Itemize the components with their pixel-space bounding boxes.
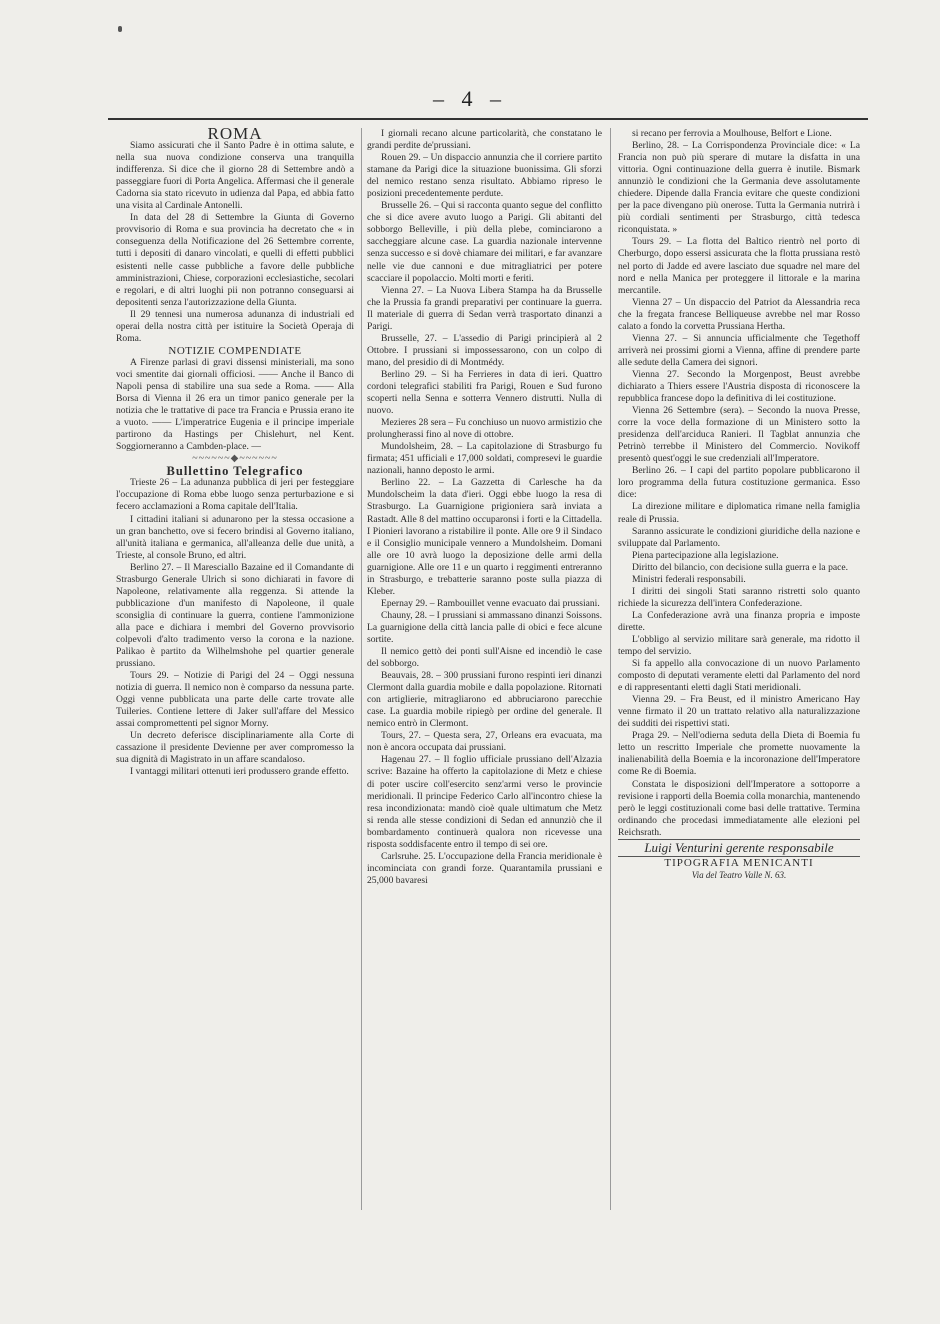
header-rule [108, 118, 868, 120]
paragraph: Rouen 29. – Un dispaccio annunzia che il corriere partito stamane da Parigi dice la situazione buonissima. Gli sforzi del nemico restano senza risultato. Abbiamo ripreso le posizioni precedentemente perdute. [367, 152, 602, 200]
paragraph: Vienna 27. Secondo la Morgenpost, Beust avrebbe dichiarato a Thiers essere l'Austria disposta di riconoscere la repubblica francese dopo la definitiva di lei costituzione. [618, 368, 860, 405]
paragraph: Berlino 22. – La Gazzetta di Carlesche ha da Mundolscheim la data d'ieri. Oggi ebbe luogo la resa di Strasburgo. La Guarnigione prigioniera sarà inviata a Rastadt. Alle 8 del mattino occuparonsi i forti e la Cittadella. I Pionieri lavorano a ristabilire il ponte. Alle ore 9 il Sindaco e il Consiglio municipale vennero a Mundolsheim. Domani alle ore 10 avrà luogo la deposizione delle armi della guarnigione. Alle ore 11 e un quarto i reggimenti entreranno in Strasburgo, e trebatterie saranno poste sulla piazza di Kleber. [367, 477, 602, 597]
column-divider [610, 128, 611, 1210]
paragraph: La Confederazione avrà una finanza propria e imposte dirette. [618, 609, 860, 633]
page-number: – 4 – [433, 86, 507, 111]
paragraph: I cittadini italiani si adunarono per la stessa occasione a un gran banchetto, ove si fecero brindisi al Governo italiano, all'unità italiana e germanica, all'alleanza delle due unità, a Trieste, al console Bruno, ed altri. [116, 513, 354, 561]
column-2 [367, 128, 602, 887]
paragraph: Constata le disposizioni dell'Imperatore a sottoporre a revisione i rapporti della Boemia colla monarchia, mantenendo però le leggi costituzionali come basi delle trattative. Termina ordinando che procedasi immediatamente alle elezioni pel Reichsrath. [618, 778, 860, 838]
paragraph: Berlino 27. – Il Maresciallo Bazaine ed il Comandante di Strasburgo Generale Ulrich si sono dichiarati in favore di Napoleone, relativamente alla reggenza. Si attende la pubblicazione d'un manifesto di Napoleone, il quale sconsiglia di continuare la guerra, contiene l'ammonizione alla pace e dichiara i membri del Governo provvisorio colpevoli d'alto tradimento verso la corona e la nazione. Palikao è partito da Wilhelmshohe pel quartier generale prussiano. [116, 561, 354, 670]
paragraph: A Firenze parlasi di gravi dissensi ministeriali, ma sono voci smentite dai giornali officiosi. —— Anche il Banco di Napoli pensa di stabilire una sua sede a Roma. —— Alla Borsa di Vienna il 26 era un timor panico generale per la notizia che le trattative di pace tra Francia e Prussia erano ite a vuoto. —— L'imperatrice Eugenia e il principe imperiale partirono da Hastings per Chislehurt, nel Kent. Soggiorneranno a Cambden-place. — [116, 356, 354, 453]
section-heading-roma: ROMA [207, 124, 263, 143]
paragraph: Saranno assicurate le condizioni giuridiche della nazione e sviluppate dal Parlamento. [618, 525, 860, 549]
paragraph: Mezieres 28 sera – Fu conchiuso un nuovo armistizio che prolungherassi fino al nove di ottobre. [367, 417, 602, 441]
paragraph: I vantaggi militari ottenuti ieri produssero grande effetto. [130, 766, 349, 778]
section-heading-bulletin: Bullettino Telegrafico [166, 464, 304, 479]
paragraph: Vienna 27. – Si annuncia ufficialmente che Tegethoff arriverà nei prossimi giorni a Vienna, affine di prendere parte alle sedute della Camera dei signori. [618, 332, 860, 368]
paragraph: Berlino 29. – Si ha Ferrieres in data di ieri. Quattro cordoni telegrafici stabiliti fra Parigi, Rouen e Sud furono scoperti nella Senna e sotterra Vennero distrutti. Nulla di nuovo. [367, 368, 602, 417]
column-3 [618, 128, 860, 881]
paragraph: L'obbligo al servizio militare sarà generale, ma ridotto il tempo del servizio. [618, 633, 860, 658]
ornament-divider: ~~~~~~◆~~~~~~ [192, 453, 278, 465]
paragraph: si recano per ferrovia a Moulhouse, Belfort e Lione. [632, 128, 832, 139]
paragraph: I giornali recano alcune particolarità, che constatano le grandi perdite de'prussiani. [367, 128, 602, 152]
paragraph: I diritti dei singoli Stati saranno ristretti solo quanto richiede la sicurezza dell'intera Confederazione. [618, 585, 860, 609]
ink-speck [118, 26, 122, 32]
paragraph: Mundolsheim, 28. – La capitolazione di Strasburgo fu firmata; 451 ufficiali e 17,000 soldati, compresevi le guardie nazionali, hanno deposto le armi. [367, 441, 602, 477]
printer-address: Via del Teatro Valle N. 63. [691, 869, 787, 880]
printer-name: TIPOGRAFIA MENICANTI [664, 856, 814, 869]
paragraph: Berlino, 28. – La Corrispondenza Provinciale dice: « La Francia non può più sperare di mutare la disfatta in una vittoria. Ogni continuazione della guerra è inutile. Bismark annunziò le condizioni che la Germania deve assolutamente chiedere. Dipende dalla Francia evitare che queste condizioni per la pace divengano più onerose. Tutta la Germania nutrirà i più cordiali sentimenti per Strasburgo, città tedesca riconquistata. » [618, 140, 860, 236]
paragraph: Il nemico gettò dei ponti sull'Aisne ed incendiò le case del sobborgo. [367, 646, 602, 670]
paragraph: Vienna 29. – Fra Beust, ed il ministro Americano Hay venne firmato il 20 un trattato relativo alla naturalizzazione dei sudditi dei rispettivi stati. [618, 694, 860, 730]
paragraph: Brusselle, 27. – L'assedio di Parigi principierà al 2 Ottobre. I prussiani si impossessarono, con un colpo di mano, del presidio di di Montmédy. [367, 332, 602, 368]
column-1 [116, 124, 354, 779]
paragraph: Beauvais, 28. – 300 prussiani furono respinti ieri dinanzi Clermont dalla guardia mobile e dalla popolazione. Ritornati con artiglierie, mitragliarono ed abbruciarono parecchie case. La guardia mobile ripiegò per ordine del generale. Il nemico entrò in Clermont. [367, 670, 602, 730]
paragraph: Vienna 27 – Un dispaccio del Patriot da Alessandria reca che la fregata francese Belliqueuse avrebbe nel mar Rosso calato a fondo la corvetta Prussiana Hertha. [618, 296, 860, 332]
paragraph: Siamo assicurati che il Santo Padre è in ottima salute, e nella sua nuova condizione conserva una tranquilla indifferenza. Si dice che il giorno 28 di Settembre andò a passeggiare fuori di Porta Angelica. Affermasi che il generale Cadorna sia stato ricevuto in udienza dal Papa, ed abbia fatto una visita al Cardinale Antonelli. [116, 140, 354, 212]
paragraph: Tours 29. – La flotta del Baltico rientrò nel porto di Cherburgo, dopo essersi assicurata che la flotta prussiana restò nel porto di Jadde ed avere lasciato due squadre nel mare del nord e nella Manica per proteggere il littorale e la marina mercantile. [618, 236, 860, 296]
paragraph: Ministri federali responsabili. [632, 573, 746, 585]
paragraph: Carlsruhe. 25. L'occupazione della Francia meridionale è incominciata con grandi forze. Quarantamila prussiani e 25,000 bavaresi [367, 850, 602, 886]
paragraph: Brusselle 26. – Qui si racconta quanto segue del conflitto che si dice avere avuto luogo a Parigi. Gli abitanti del sobborgo Belleville, i più della plebe, cominciarono a saccheggiare alcune case. La guardia nazionale intervenne senza successo e si dovè chiamare dei militari, e far avanzare nelle vie due cannoni e due mitragliatrici per potere scacciare il popolaccio. Molti morti e feriti. [367, 200, 602, 284]
paragraph: Vienna 26 Settembre (sera). – Secondo la nuova Presse, corre la voce della formazione di un Ministero sotto la presidenza dell'arciduca Ranieri. Il Tagblat annunzia che Petrinò terrebbe il Ministero del Commercio. Novikoff presentò quest'oggi le sue credenziali all'Imperatore. [618, 405, 860, 465]
paragraph: La direzione militare e diplomatica rimane nella famiglia reale di Prussia. [618, 501, 860, 525]
paragraph: Chauny, 28. – I prussiani si ammassano dinanzi Soissons. La guarnigione della città lancia palle di obici e fece alcune sortite. [367, 609, 602, 645]
paragraph: Berlino 26. – I capi del partito popolare pubblicarono il loro programma della futura costituzione germanica. Esso dice: [618, 465, 860, 501]
paragraph: Si fa appello alla convocazione di un nuovo Parlamento composto di deputati veramente eletti dal Parlamento del nord e di rappresentanti eletti dagli Stati meridionali. [618, 658, 860, 694]
gerente-responsabile: Luigi Venturini gerente responsabile [618, 839, 860, 857]
paragraph: Hagenau 27. – Il foglio ufficiale prussiano dell'Alzazia scrive: Bazaine ha offerto la capitolazione di Metz e chiese di poter uscire coll'esercito senz'armi verso le provincie meridionali. Il principe Federico Carlo all'incontro chiese la resa incondizionata: mandò cioè quale ultimatum che Metz si renda alle stesse condizioni di Sedan ed annunziò che il bombardamento continuerà qualora non ricevesse una risposta soddisfacente entro il tempo di sei ore. [367, 754, 602, 850]
paragraph: Tours, 27. – Questa sera, 27, Orleans era evacuata, ma non è ancora occupata dai prussiani. [367, 730, 602, 754]
section-heading-notizie: NOTIZIE COMPENDIATE [168, 344, 302, 357]
paragraph: In data del 28 di Settembre la Giunta di Governo provvisorio di Roma e sua provincia ha decretato che « in conseguenza della Notificazione del 26 Settembre corrente, tutti i depositi di danaro vincolati, e quelli di effetti pubblici esistenti nelle casse pubbliche a favore delle pubbliche amministrazioni, Chiese, corporazioni ecclesiastiche, secolari e regolari, e di altri luoghi pii non potranno conseguarsi ai depositenti senza l'autorizzazione della Giunta. [116, 212, 354, 308]
paragraph: Un decreto deferisce disciplinariamente alla Corte di cassazione il presidente Devienne per aver compromesso la sua dignità di Magistrato in un affare scandaloso. [116, 730, 354, 766]
paragraph: Piena partecipazione alla legislazione. [632, 549, 779, 561]
paragraph: Praga 29. – Nell'odierna seduta della Dieta di Boemia fu letto un rescritto Imperiale che promette nuovamente la inalienabilità della Boemia e la incoronazione dell'Imperatore come Re di Boemia. [618, 730, 860, 778]
paragraph: Vienna 27. – La Nuova Libera Stampa ha da Brusselle che la Prussia fa grandi preparativi per continuare la guerra. Il materiale di guerra di Sedan verrà trasportato dinanzi a Parigi. [367, 284, 602, 332]
column-divider [361, 128, 362, 1210]
paragraph: Trieste 26 – La adunanza pubblica di jeri per festeggiare l'occupazione di Roma ebbe luogo senza perturbazione e si fecero acclamazioni a Roma capitale dell'Italia. [116, 477, 354, 513]
paragraph: Diritto del bilancio, con decisione sulla guerra e la pace. [632, 561, 849, 573]
paragraph: Epernay 29. – Rambouillet venne evacuato dai prussiani. [381, 597, 600, 609]
paragraph: Tours 29. – Notizie di Parigi del 24 – Oggi nessuna notizia di guerra. Il nemico non è comparso da nessuna parte. Oggi venne pubblicata una parte delle carte trovate alle Tuileries. Contiene lettere di Jaker sull'affare del Messico assai compromettenti pel signor Morny. [116, 670, 354, 730]
paragraph: Il 29 tennesi una numerosa adunanza di industriali ed operai della nostra città per istituire la Società Operaja di Roma. [116, 308, 354, 344]
